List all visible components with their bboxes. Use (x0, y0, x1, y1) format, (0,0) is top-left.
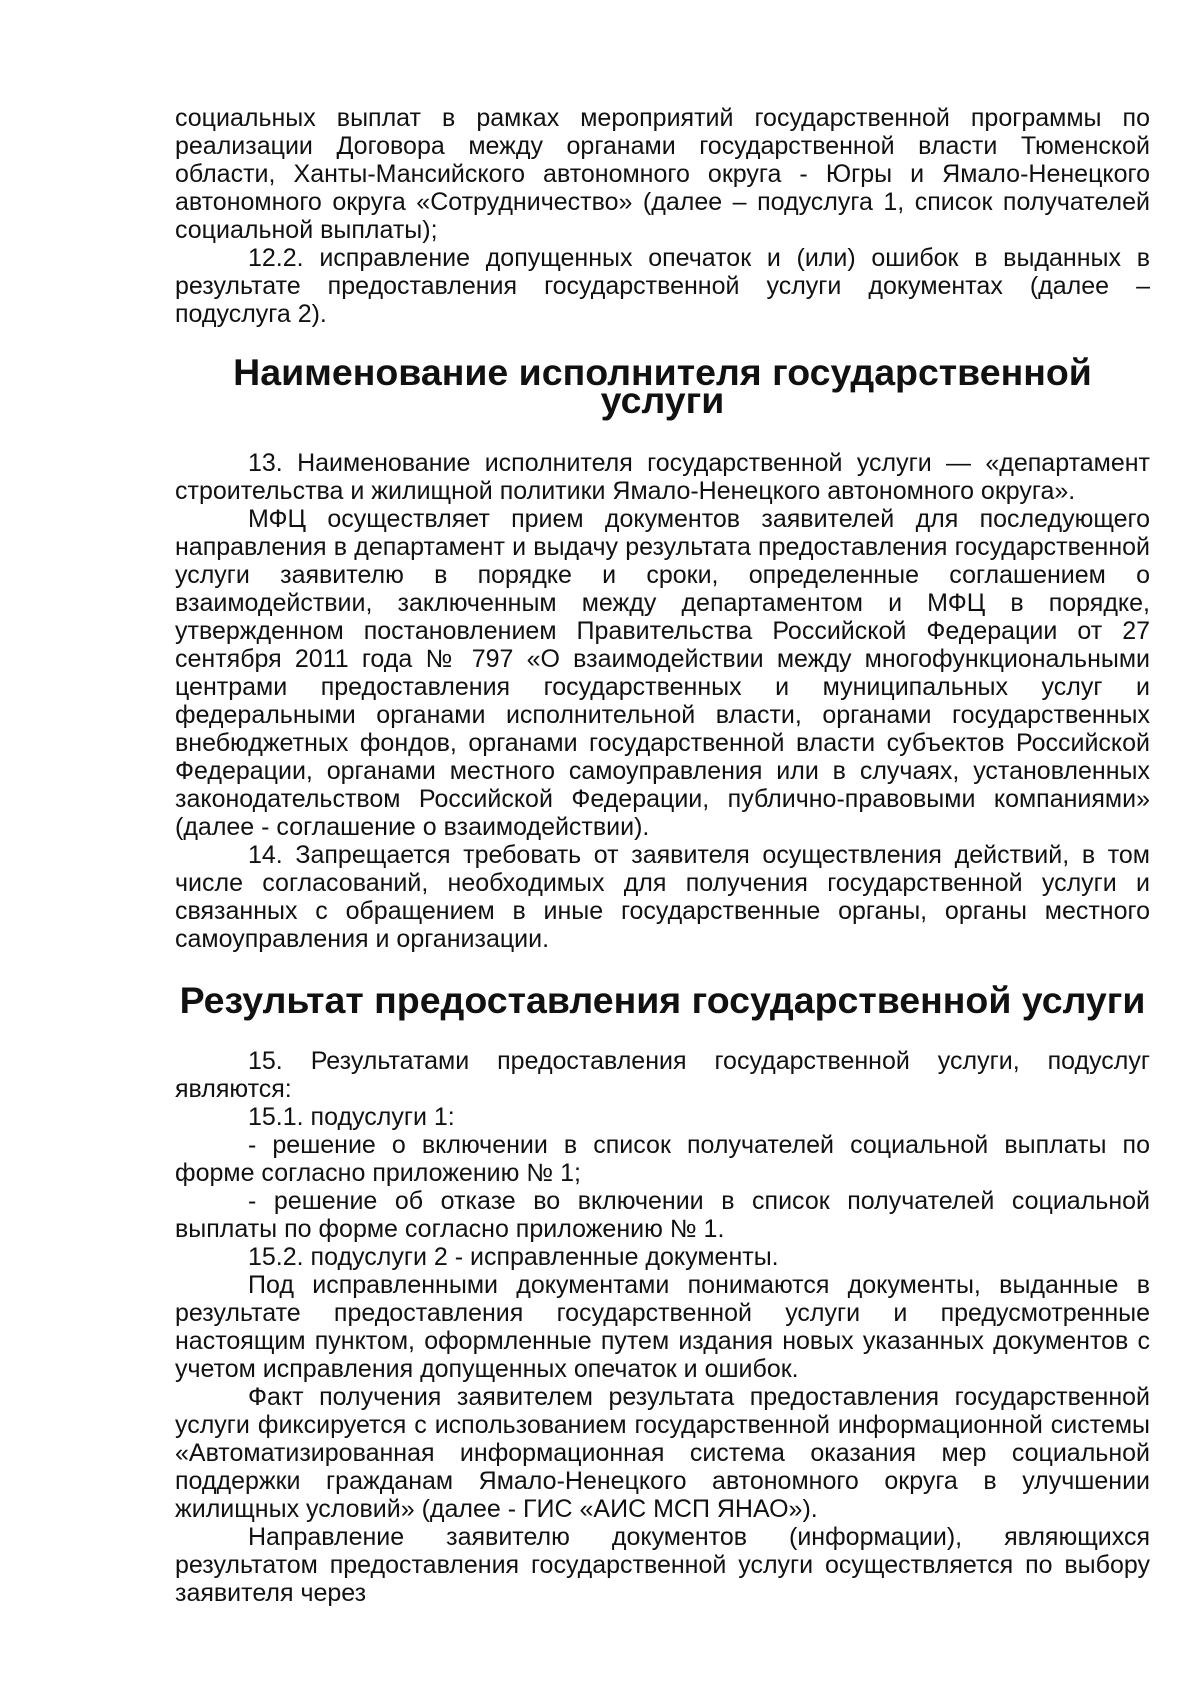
paragraph-15-1-a: - решение о включении в список получателей социальной выплаты по форме согласно приложению № 1; (175, 1131, 1150, 1187)
paragraph-intro: социальных выплат в рамках мероприятий государственной программы по реализации Договора между органами государственной власти Тюменской области, Ханты-Мансийского автономного округа - Югры и Ямало-Ненецкого автономного округа «Сотрудничество» (далее – подуслуга 1, список получателей социальной выплаты); (175, 104, 1150, 244)
paragraph-15-1-b: - решение об отказе во включении в список получателей социальной выплаты по форме согласно приложению № 1. (175, 1187, 1150, 1243)
paragraph-corrected-documents: Под исправленными документами понимаются документы, выданные в результате предоставления государственной услуги и предусмотренные настоящим пунктом, оформленные путем издания новых указанных документов с учетом исправления допущенных опечаток и ошибок. (175, 1271, 1150, 1383)
heading-executor: Наименование исполнителя государственной услуги (233, 351, 1092, 421)
paragraph-14: 14. Запрещается требовать от заявителя осуществления действий, в том числе согласований, необходимых для получения государственной услуги и связанных с обращением в иные государственные органы, органы местного самоуправления и организации. (175, 841, 1150, 953)
paragraph-15-1: 15.1. подуслуги 1: (248, 1103, 455, 1131)
paragraph-15-2: 15.2. подуслуги 2 - исправленные документы. (248, 1243, 779, 1271)
paragraph-result-fixation: Факт получения заявителем результата предоставления государственной услуги фиксируется с использованием государственной информационной системы «Автоматизированная информационная система оказания мер социальной поддержки гражданам Ямало-Ненецкого автономного округа в улучшении жилищных условий» (далее - ГИС «АИС МСП ЯНАО»). (175, 1383, 1150, 1523)
paragraph-12-2: 12.2. исправление допущенных опечаток и (или) ошибок в выданных в результате предоставления государственной услуги документах (далее – подуслуга 2). (175, 244, 1150, 328)
paragraph-13: 13. Наименование исполнителя государственной услуги — «департамент строительства и жилищной политики Ямало-Ненецкого автономного округа». (175, 449, 1150, 505)
heading-result: Результат предоставления государственной услуги (179, 979, 1146, 1021)
paragraph-mfc: МФЦ осуществляет прием документов заявителей для последующего направления в департамент и выдачу результата предоставления государственной услуги заявителю в порядке и сроки, определенные соглашением о взаимодействии, заключенным между департаментом и МФЦ в порядке, утвержденном постановлением Правительства Российской Федерации от 27 сентября 2011 года № 797 «О взаимодействии между многофункциональными центрами предоставления государственных и муниципальных услуг и федеральными органами исполнительной власти, органами государственных внебюджетных фондов, органами государственной власти субъектов Российской Федерации, органами местного самоуправления или в случаях, установленных законодательством Российской Федерации, публично-правовыми компаниями» (далее - соглашение о взаимодействии). (175, 505, 1150, 841)
paragraph-result-direction: Направление заявителю документов (информации), являющихся результатом предоставления государственной услуги осуществляется по выбору заявителя через (175, 1523, 1150, 1607)
paragraph-15: 15. Результатами предоставления государственной услуги, подуслуг являются: (175, 1047, 1150, 1103)
document-page (175, 104, 1150, 1607)
